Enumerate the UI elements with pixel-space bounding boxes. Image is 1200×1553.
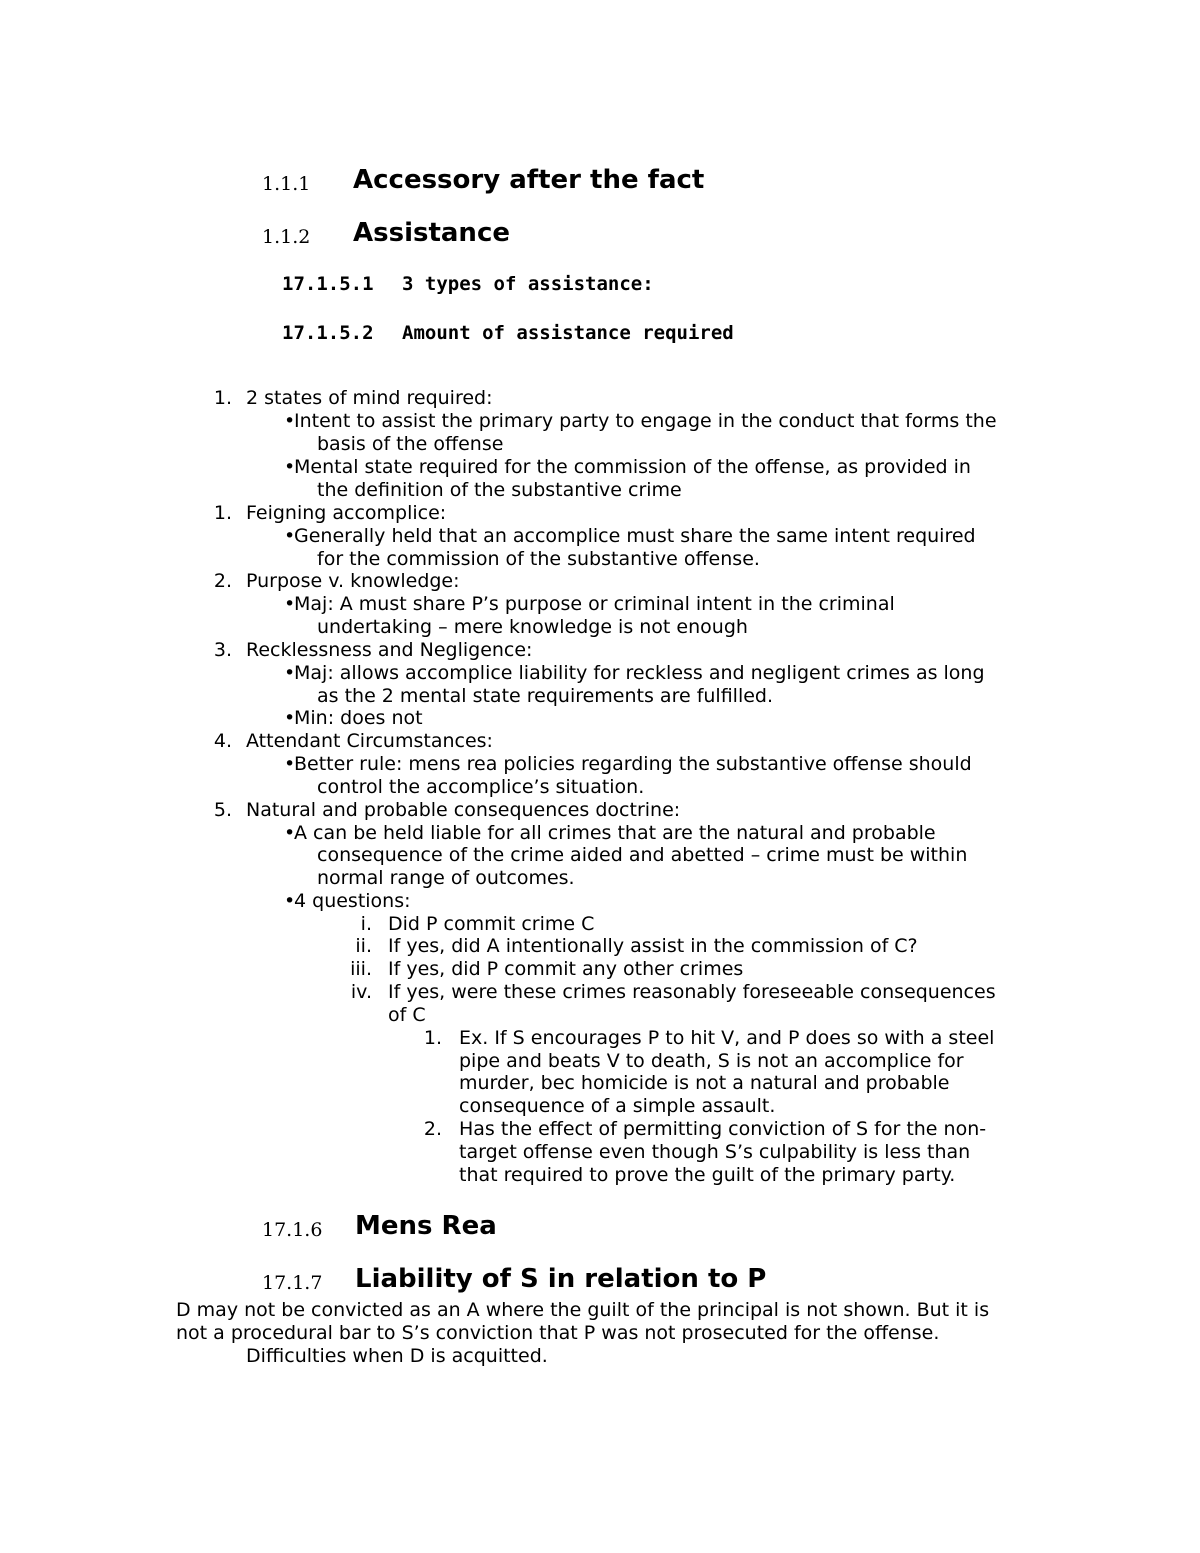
bullet-text: normal range of outcomes. <box>317 867 575 889</box>
heading-text: Amount of assistance required <box>402 322 734 344</box>
effect-text: Has the effect of permitting conviction of S for the non- <box>459 1118 987 1140</box>
roman-marker: i. <box>360 913 372 935</box>
bullet-marker: • <box>284 456 296 478</box>
list-marker: 4. <box>213 730 232 752</box>
question-text: Did P commit crime C <box>388 913 595 935</box>
heading-number: 17.1.5.1 <box>282 273 374 295</box>
question-text: If yes, did A intentionally assist in the commission of C? <box>388 935 918 957</box>
bullet-text: the definition of the substantive crime <box>317 479 682 501</box>
bullet-text: for the commission of the substantive offense. <box>317 548 760 570</box>
bullet-marker: • <box>284 525 296 547</box>
bullet-text: Generally held that an accomplice must share the same intent required <box>294 525 976 547</box>
bullet-text: undertaking – mere knowledge is not enough <box>317 616 748 638</box>
bullet-text: A can be held liable for all crimes that are the natural and probable <box>294 822 936 844</box>
roman-marker: iii. <box>350 958 372 980</box>
bullet-text: 4 questions: <box>294 890 411 912</box>
list-item-purpose-knowledge: Purpose v. knowledge: <box>246 570 460 592</box>
heading-number: 1.1.2 <box>262 226 311 248</box>
bullet-marker: • <box>284 707 296 729</box>
bullet-text: basis of the offense <box>317 433 504 455</box>
heading-text: Mens Rea <box>355 1211 497 1241</box>
bullet-marker: • <box>284 662 296 684</box>
example-text: Ex. If S encourages P to hit V, and P does so with a steel <box>459 1027 995 1049</box>
bullet-marker: • <box>284 410 296 432</box>
bullet-text: control the accomplice’s situation. <box>317 776 645 798</box>
bullet-marker: • <box>284 593 296 615</box>
list-item-states-of-mind: 2 states of mind required: <box>246 387 493 409</box>
list-marker: 1. <box>423 1027 442 1049</box>
heading-text: Liability of S in relation to P <box>355 1264 767 1294</box>
bullet-text: Mental state required for the commission of the offense, as provided in <box>294 456 971 478</box>
heading-number: 17.1.5.2 <box>282 322 374 344</box>
question-text: of C <box>388 1004 426 1026</box>
list-item-natural-probable: Natural and probable consequences doctrine: <box>246 799 681 821</box>
question-text: If yes, were these crimes reasonably foreseeable consequences <box>388 981 996 1003</box>
bullet-marker: • <box>284 890 296 912</box>
effect-text: that required to prove the guilt of the primary party. <box>459 1164 956 1186</box>
list-marker: 2. <box>423 1118 442 1140</box>
heading-number: 17.1.6 <box>262 1219 323 1241</box>
example-text: pipe and beats V to death, S is not an accomplice for <box>459 1050 964 1072</box>
list-marker: 1. <box>213 387 232 409</box>
paragraph-line: not a procedural bar to S’s conviction that P was not prosecuted for the offense. <box>176 1322 940 1344</box>
list-marker: 2. <box>213 570 232 592</box>
bullet-marker: • <box>284 822 296 844</box>
list-item-feigning-accomplice: Feigning accomplice: <box>246 502 447 524</box>
heading-text: Assistance <box>353 218 510 248</box>
list-marker: 1. <box>213 502 232 524</box>
example-text: murder, bec homicide is not a natural and probable <box>459 1072 950 1094</box>
bullet-text: Maj: allows accomplice liability for reckless and negligent crimes as long <box>294 662 985 684</box>
list-item-recklessness-negligence: Recklessness and Negligence: <box>246 639 533 661</box>
question-text: If yes, did P commit any other crimes <box>388 958 744 980</box>
roman-marker: iv. <box>350 981 372 1003</box>
list-item-attendant-circumstances: Attendant Circumstances: <box>246 730 493 752</box>
effect-text: target offense even though S’s culpability is less than <box>459 1141 971 1163</box>
bullet-text: consequence of the crime aided and abetted – crime must be within <box>317 844 968 866</box>
bullet-marker: • <box>284 753 296 775</box>
example-text: consequence of a simple assault. <box>459 1095 776 1117</box>
bullet-text: Intent to assist the primary party to engage in the conduct that forms the <box>294 410 997 432</box>
paragraph-line: D may not be convicted as an A where the guilt of the principal is not shown. But it is <box>176 1299 990 1321</box>
heading-text: 3 types of assistance: <box>402 273 654 295</box>
list-marker: 3. <box>213 639 232 661</box>
bullet-text: as the 2 mental state requirements are fulfilled. <box>317 685 774 707</box>
bullet-text: Maj: A must share P’s purpose or criminal intent in the criminal <box>294 593 895 615</box>
paragraph-line: Difficulties when D is acquitted. <box>246 1345 548 1367</box>
heading-number: 1.1.1 <box>262 173 311 195</box>
bullet-text: Min: does not <box>294 707 423 729</box>
roman-marker: ii. <box>355 935 372 957</box>
list-marker: 5. <box>213 799 232 821</box>
heading-text: Accessory after the fact <box>353 165 705 195</box>
heading-number: 17.1.7 <box>262 1272 323 1294</box>
bullet-text: Better rule: mens rea policies regarding the substantive offense should <box>294 753 972 775</box>
